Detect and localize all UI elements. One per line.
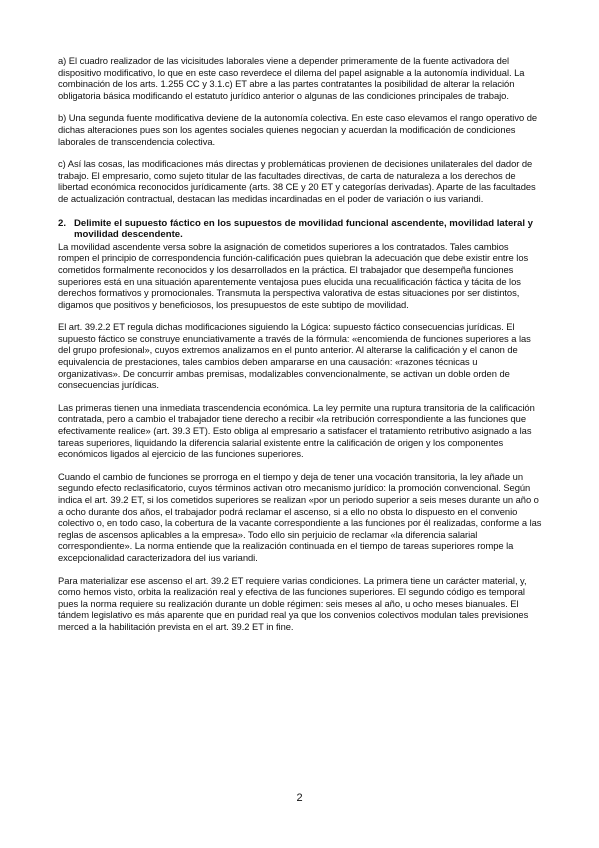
section-heading: [58, 218, 542, 241]
document-page: [58, 55, 542, 633]
section-number: 2.: [58, 217, 67, 229]
paragraph-promocion-convencional: Cuando el cambio de funciones se prorroga en el tiempo y deja de tener una vocación transitoria, la ley añade un segundo efecto reclasificatorio, cuyos términos activan otro mecanismo jurídico: la promoción convencional. Según indica el art. 39.2 ET, si los cometidos superiores se realizan «por un periodo superior a seis meses durante un año o a ocho durante dos años, el trabajador podrá reclamar el ascenso, si a ello no obsta lo dispuesto en el convenio colectivo o, en todo caso, la cobertura de la vacante correspondiente a las funciones por él realizadas, conforme a las reglas de ascensos aplicables a la empresa». Todo ello sin perjuicio de reclamar «la diferencia salarial correspondiente». La norma entiende que la realización continuada en el tiempo de tareas superiores rompe la excepcionalidad caracterizadora del ius variandi.: [58, 470, 542, 563]
paragraph-movilidad-ascendente: La movilidad ascendente versa sobre la asignación de cometidos superiores a los contratados. Tales cambios rompen el principio de correspondencia función-calificación pues quiebran la adecuación que debe existir entre los cometidos formalmente reconocidos y los desarrollados en la práctica. El trabajador que desempeña funciones superiores está en una situación aparentemente ventajosa pues elucida una recualificación fáctica y tácita de los derechos formativos y promocionales. Transmuta la perspectiva valorativa de estas situaciones por ser distintos, digamos que positivos y beneficiosos, los presupuestos de este subtipo de movilidad.: [58, 240, 529, 310]
paragraph-a: a) El cuadro realizador de las vicisitudes laborales viene a depender primeramente de la fuente activadora del dispositivo modificativo, lo que en este caso reverdece el dilema del papel asignable a la autonomía individual. La combinación de los arts. 1.255 CC y 3.1.c) ET abre a las partes contratantes la posibilidad de alterar la relación obligatoria básica modificando el estatuto jurídico anterior o algunas de las condiciones principales de trabajo.: [58, 55, 525, 101]
section-title: Delimite el supuesto fáctico en los supuestos de movilidad funcional ascendente, movilidad lateral y movilidad descendente.: [74, 217, 534, 241]
page-number: 2: [296, 792, 303, 804]
paragraph-art-39-2-2: El art. 39.2.2 ET regula dichas modificaciones siguiendo la Lógica: supuesto fáctico consecuencias jurídicas. El supuesto fáctico se construye enunciativamente a través de la fórmula: «encomienda de funciones superiores a las del grupo profesional», cuyos extremos analizamos en el punto anterior. Al alterarse la calificación y el canon de equivalencia de prestaciones, tales cambios deben ampararse en una causación: «razones técnicas u organizativas». De concurrir ambas premisas, modalizables convencionalmente, se activan un doble orden de consecuencias jurídicas.: [58, 321, 531, 391]
paragraph-c: c) Así las cosas, las modificaciones más directas y problemáticas provienen de decisiones unilaterales del dador de trabajo. El empresario, como sujeto titular de las facultades directivas, de carta de naturaleza a los derechos de libertad económica reconocidos jurídicamente (arts. 38 CE y 20 ET y categorías derivadas). Aparte de las facultades de actualización contractual, destacan las medidas incardinadas en el poder de variación o ius variandi.: [58, 158, 536, 204]
paragraph-primeras-consecuencias: Las primeras tienen una inmediata trascendencia económica. La ley permite una ruptura transitoria de la calificación contratada, pero a cambio el trabajador tiene derecho a recibir «la retribución correspondiente a las funciones que efectivamente realice» (art. 39.3 ET). Esto obliga al empresario a satisfacer el tratamiento retributivo asignado a las tareas superiores, liquidando la diferencia salarial existente entre la calificación de origen y los componentes económicos ligados al ejercicio de las funciones superiores.: [58, 401, 535, 460]
paragraph-condiciones-ascenso: Para materializar ese ascenso el art. 39.2 ET requiere varias condiciones. La primera tiene un carácter material, y, como hemos visto, orbita la realización real y efectiva de las funciones superiores. El segundo código es temporal pues la norma requiere su realización durante un doble régimen: seis meses al año, u ocho meses bianuales. El tándem legislativo es más aparente que en puridad real ya que los convenios colectivos modulan tales previsiones merced a la habilitación prevista en el art. 39.2 ET in fine.: [58, 574, 529, 632]
paragraph-b: b) Una segunda fuente modificativa deviene de la autonomía colectiva. En este caso elevamos el rango operativo de dichas alteraciones pues son los agentes sociales quienes negocian y acuerdan la modificación de condiciones laborales de transcendencia colectiva.: [58, 112, 538, 147]
